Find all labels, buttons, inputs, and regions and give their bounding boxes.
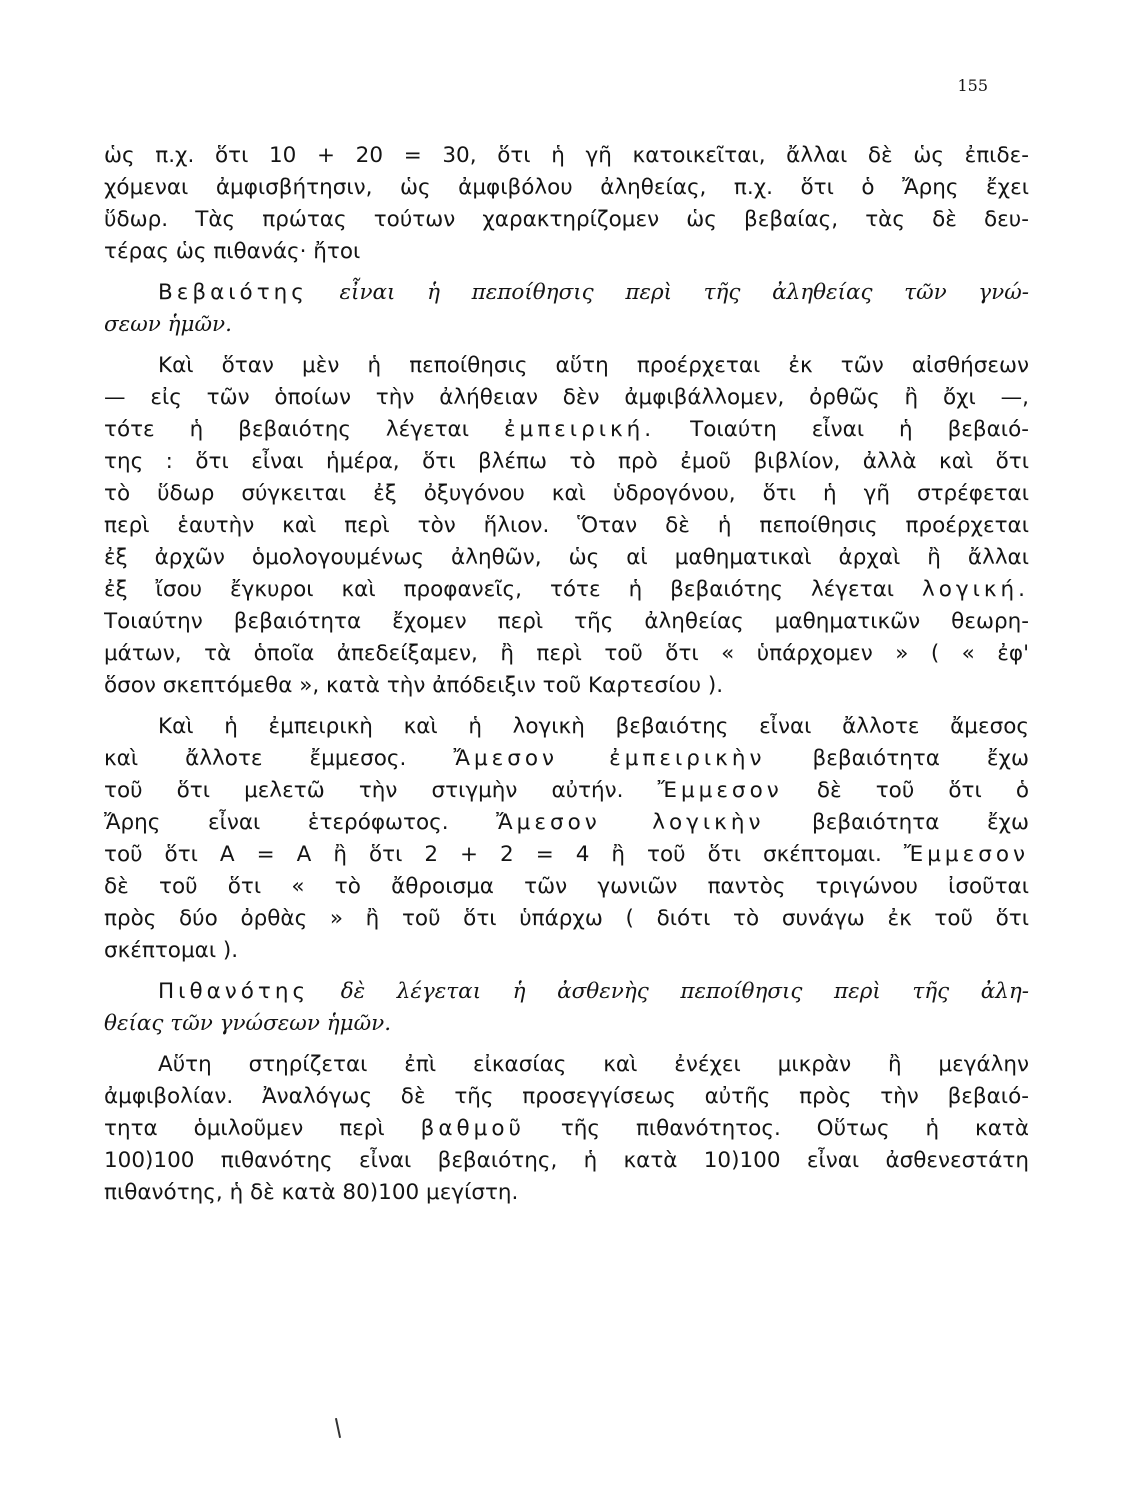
scan-mark (335, 1418, 341, 1438)
text-line: πρὸς δύο ὀρθὰς » ἢ τοῦ ὅτι ὑπάρχω ( διότι τὸ συνάγω ἐκ τοῦ ὅτι (104, 906, 1029, 931)
term-immediate-logical: Ἄμεσον λογικὴν (496, 810, 765, 835)
text-span: καὶ ἄλλοτε ἔμμεσος. (104, 746, 407, 771)
text-line (104, 839, 1029, 871)
term-mediate: Ἔμμεσον (657, 778, 783, 803)
text-line: ἐξ ἀρχῶν ὁμολογουμένως ἀληθῶν, ὡς αἱ μαθηματικαὶ ἀρχαὶ ἢ ἄλλαι (104, 545, 1029, 570)
text-line: δὲ τοῦ ὅτι « τὸ ἄθροισμα τῶν γωνιῶν παντὸς τριγώνου ἰσοῦται (104, 874, 1029, 899)
text-line (104, 414, 1029, 446)
text-span: τοῦ ὅτι Α = Α ἢ ὅτι 2 + 2 = 4 ἢ τοῦ ὅτι σκέπτομαι. (104, 842, 882, 867)
text-span: τότε ἡ βεβαιότης λέγεται (104, 417, 469, 442)
term-probability: Πιθανότης (158, 979, 310, 1004)
text-line: σκέπτομαι ). (104, 938, 239, 963)
text-line: Καὶ ὅταν μὲν ἡ πεποίθησις αὕτη προέρχεται ἐκ τῶν αἰσθήσεων (158, 353, 1029, 378)
text-line: Τοιαύτην βεβαιότητα ἔχομεν περὶ τῆς ἀληθείας μαθηματικῶν θεωρη- (104, 609, 1029, 634)
text-span: δὲ τοῦ ὅτι ὁ (816, 778, 1029, 803)
text-line: σεων ἡμῶν. (104, 312, 232, 337)
text-line (104, 807, 1029, 839)
term-certainty: Βεβαιότης (158, 280, 308, 305)
text-line: — εἰς τῶν ὁποίων τὴν ἀλήθειαν δὲν ἀμφιβάλλομεν, ὀρθῶς ἢ ὄχι —, (104, 385, 1029, 410)
body-text (104, 140, 1029, 1209)
text-line: ἀμφιβολίαν. Ἀναλόγως δὲ τῆς προσεγγίσεως αὐτῆς πρὸς τὴν βεβαιό- (104, 1084, 1029, 1109)
text-span: Ἄρης εἶναι ἑτερόφωτος. (104, 810, 449, 835)
text-line (104, 775, 1029, 807)
text-line (104, 574, 1029, 606)
definition-certainty (104, 277, 1029, 309)
definition-text: εἶναι ἡ πεποίθησις περὶ τῆς ἀληθείας τῶν γνώ- (339, 280, 1029, 305)
text-span: Τοιαύτη εἶναι ἡ βεβαιό- (690, 417, 1029, 442)
text-line: Καὶ ἡ ἐμπειρικὴ καὶ ἡ λογικὴ βεβαιότης εἶναι ἄλλοτε ἄμεσος (158, 714, 1029, 739)
term-logical: λογική. (921, 577, 1029, 602)
term-degree: βαθμοῦ (420, 1116, 525, 1141)
text-line: τὸ ὕδωρ σύγκειται ἐξ ὀξυγόνου καὶ ὑδρογόνου, ὅτι ἡ γῆ στρέφεται (104, 481, 1029, 506)
text-line: περὶ ἑαυτὴν καὶ περὶ τὸν ἥλιον. Ὅταν δὲ ἡ πεποίθησις προέρχεται (104, 513, 1029, 538)
text-span: τοῦ ὅτι μελετῶ τὴν στιγμὴν αὐτήν. (104, 778, 624, 803)
text-line: ὅσον σκεπτόμεθα », κατὰ τὴν ἀπόδειξιν τοῦ Καρτεσίου ). (104, 673, 724, 698)
text-line: Αὕτη στηρίζεται ἐπὶ εἰκασίας καὶ ἐνέχει μικρὰν ἢ μεγάλην (158, 1052, 1029, 1077)
text-span: ἐξ ἴσου ἔγκυροι καὶ προφανεῖς, τότε ἡ βεβαιότης λέγεται (104, 577, 895, 602)
text-line: 100)100 πιθανότης εἶναι βεβαιότης, ἡ κατὰ 10)100 εἶναι ἀσθενεστάτη (104, 1148, 1029, 1173)
text-line (104, 1113, 1029, 1145)
text-line: ὡς π.χ. ὅτι 10 + 20 = 30, ὅτι ἡ γῆ κατοικεῖται, ἄλλαι δὲ ὡς ἐπιδε- (104, 143, 1029, 168)
text-span: βεβαιότητα ἔχω (812, 810, 1029, 835)
text-span: τητα ὁμιλοῦμεν περὶ (104, 1116, 385, 1141)
term-immediate-empirical: Ἄμεσον ἐμπειρικὴν (453, 746, 766, 771)
text-line: μάτων, τὰ ὁποῖα ἀπεδείξαμεν, ἢ περὶ τοῦ ὅτι « ὑπάρχομεν » ( « ἐφ' (104, 641, 1029, 666)
page-number: 155 (957, 76, 988, 95)
term-empirical: ἐμπειρική. (503, 417, 656, 442)
text-line (104, 743, 1029, 775)
text-span: βεβαιότητα ἔχω (812, 746, 1029, 771)
definition-text: δὲ λέγεται ἡ ἀσθενὴς πεποίθησις περὶ τῆς ἀλη- (340, 979, 1029, 1004)
text-line: ὕδωρ. Τὰς πρώτας τούτων χαρακτηρίζομεν ὡς βεβαίας, τὰς δὲ δευ- (104, 207, 1029, 232)
definition-probability (104, 976, 1029, 1008)
text-line: τέρας ὡς πιθανάς· ἤτοι (104, 239, 361, 264)
text-line: χόμεναι ἀμφισβήτησιν, ὡς ἀμφιβόλου ἀληθείας, π.χ. ὅτι ὁ Ἄρης ἔχει (104, 175, 1029, 200)
text-line: πιθανότης, ἡ δὲ κατὰ 80)100 μεγίστη. (104, 1180, 519, 1205)
term-mediate: Ἔμμεσον (903, 842, 1029, 867)
text-line: της : ὅτι εἶναι ἡμέρα, ὅτι βλέπω τὸ πρὸ ἐμοῦ βιβλίον, ἀλλὰ καὶ ὅτι (104, 449, 1029, 474)
text-span: τῆς πιθανότητος. Οὕτως ἡ κατὰ (560, 1116, 1029, 1141)
text-line: θείας τῶν γνώσεων ἡμῶν. (104, 1011, 392, 1036)
